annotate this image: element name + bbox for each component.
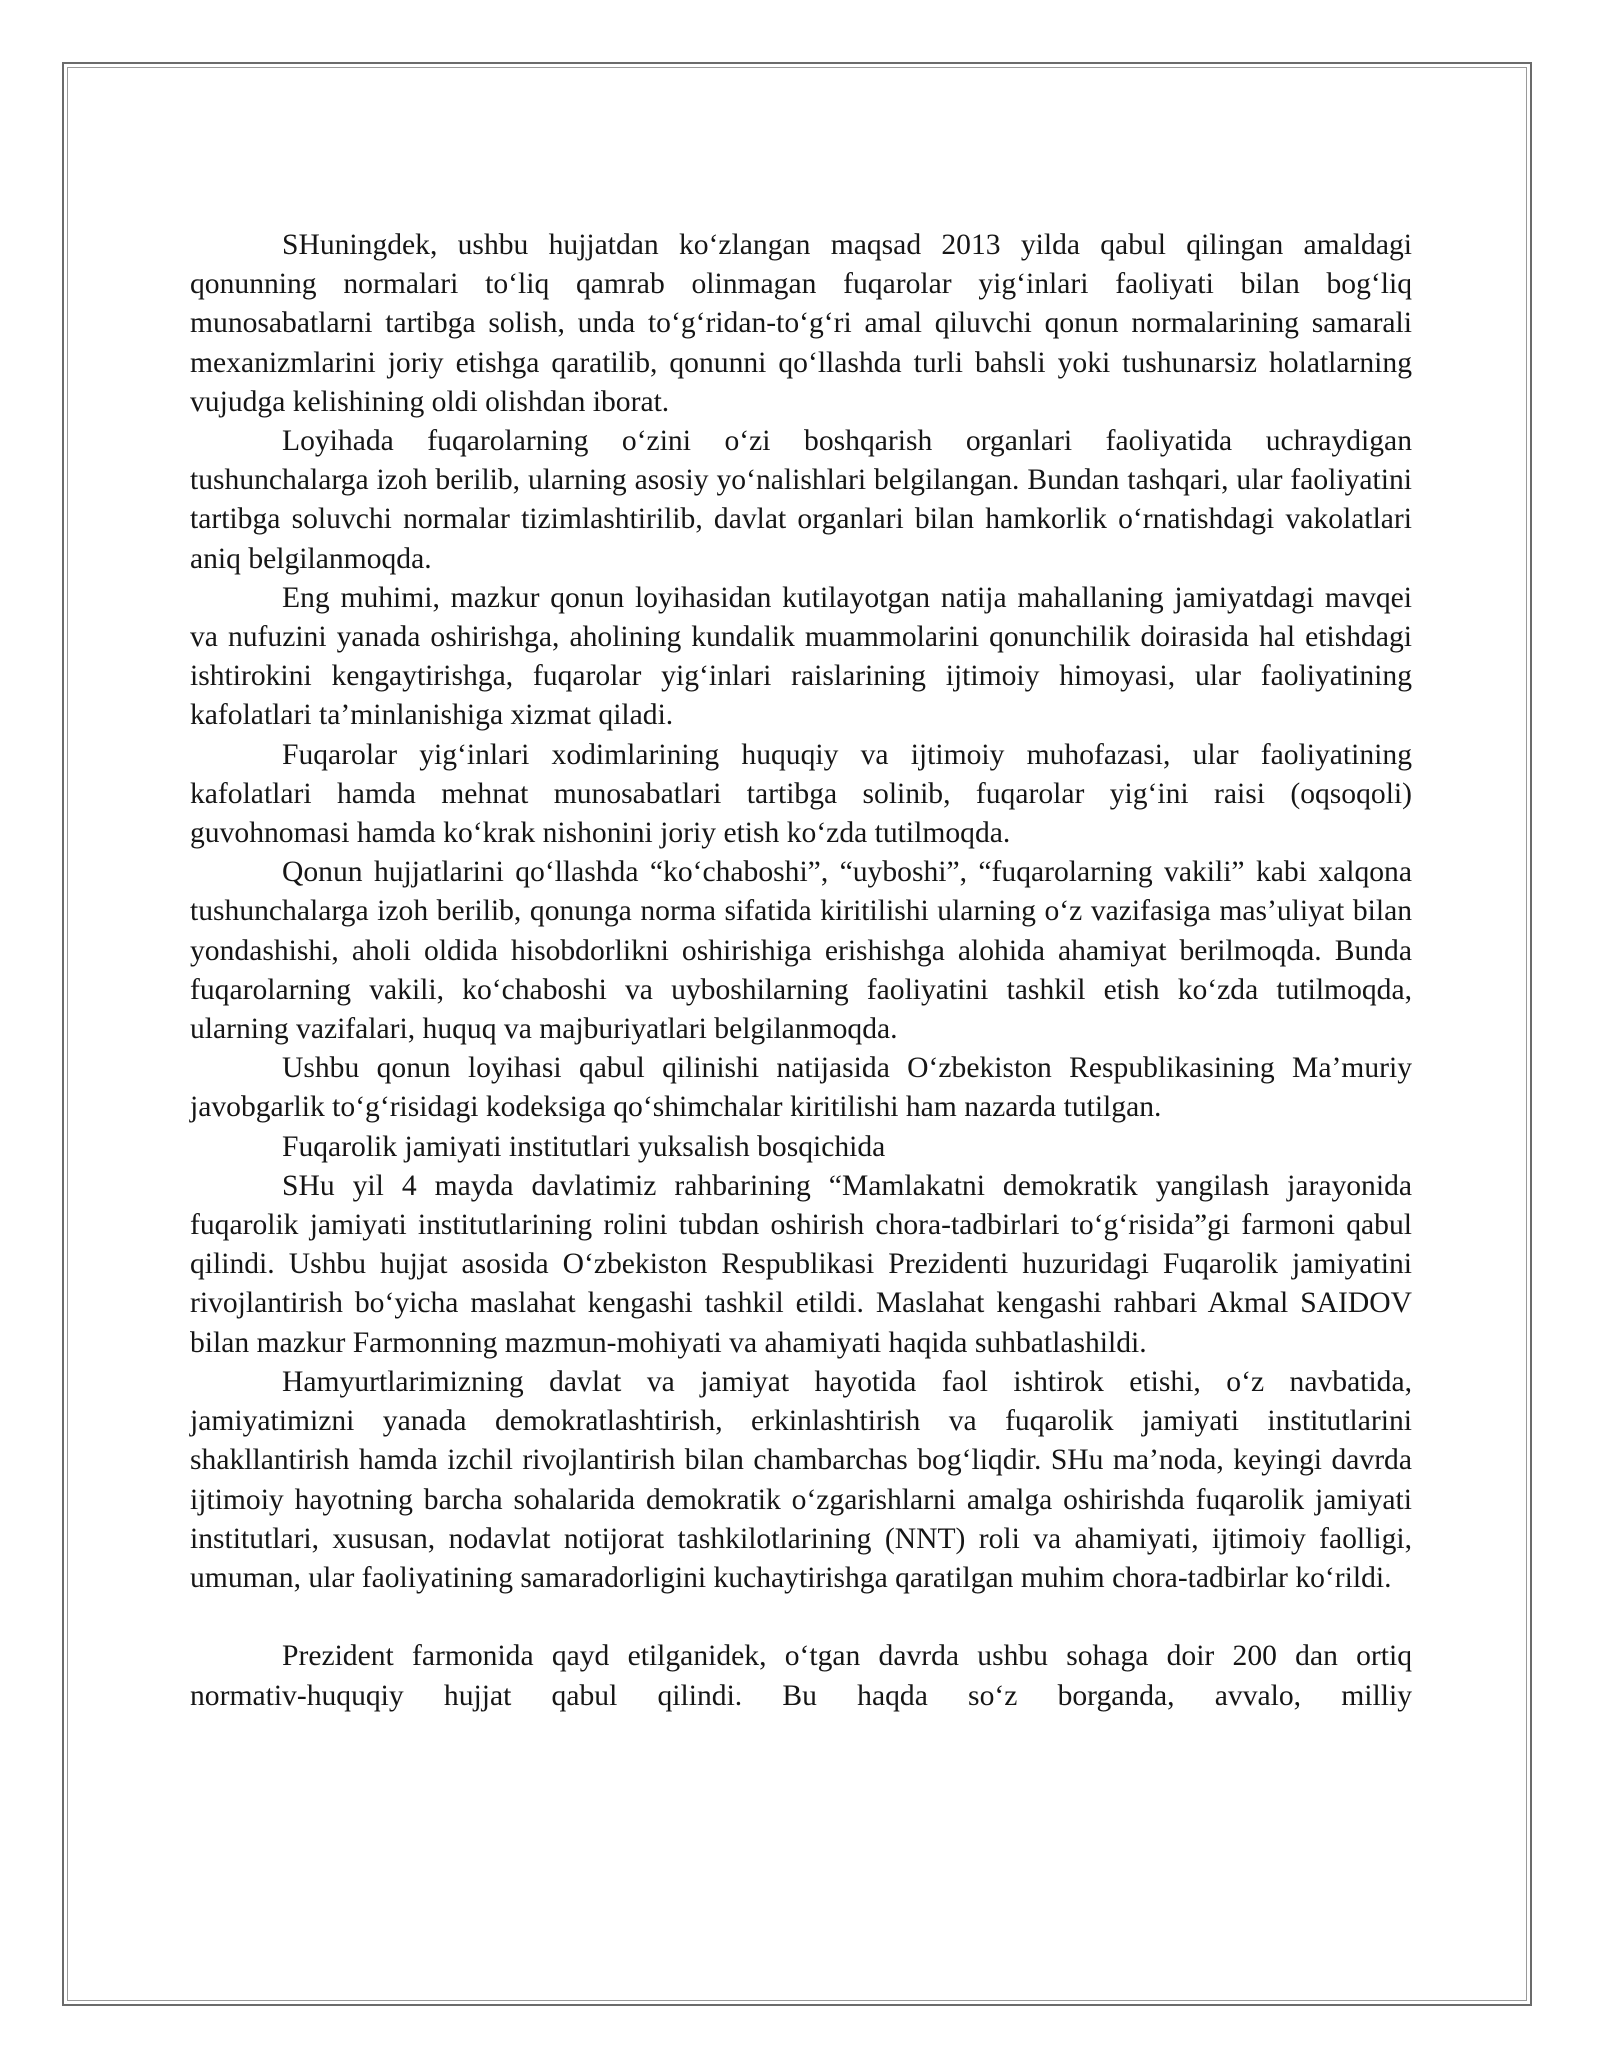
paragraph: Ushbu qonun loyihasi qabul qilinishi natijasida O‘zbekiston Respublikasining Ma’muriy javobgarlik to‘g‘risidagi kodeksiga qo‘shimchalar kiritilishi ham nazarda tutilgan. — [190, 1052, 1412, 1124]
paragraph: SHu yil 4 mayda davlatimiz rahbarining “Mamlakatni demokratik yangilash jarayonida fuqarolik jamiyati institutlarining rolini tubdan oshirish chora-tadbirlari to‘g‘risida”gi farmoni qabul qilindi. Ushbu hujjat asosida O‘zbekiston Respublikasi Prezidenti huzuridagi Fuqarolik jamiyatini rivojlantirish bo‘yicha maslahat kengashi tashkil etildi. Maslahat kengashi rahbari Akmal SAIDOV bilan mazkur Farmonning mazmun-mohiyati va ahamiyati haqida suhbatlashildi. — [190, 1169, 1412, 1359]
paragraph: Eng muhimi, mazkur qonun loyihasidan kutilayotgan natija mahallaning jamiyatdagi mavqei va nufuzini yanada oshirishga, aholining kundalik muammolarini qonunchilik doirasida hal etishdagi ishtirokini kengaytirishga, fuqarolar yig‘inlari raislarining ijtimoiy himoyasi, ular faoliyatining kafolatlari ta’minlanishiga xizmat qiladi. — [190, 581, 1412, 732]
paragraph: Qonun hujjatlarini qo‘llashda “ko‘chaboshi”, “uyboshi”, “fuqarolarning vakili” kabi xalqona tushunchalarga izoh berilib, qonunga norma sifatida kiritilishi ularning o‘z vazifasiga mas’uliyat bilan yondashishi, aholi oldida hisobdorlikni oshirishiga erishishga alohida ahamiyat berilmoqda. Bunda fuqarolarning vakili, ko‘chaboshi va uyboshilarning faoliyatini tashkil etish ko‘zda tutilmoqda, ularning vazifalari, huquq va majburiyatlari belgilanmoqda. — [190, 856, 1412, 1046]
paragraph: Loyihada fuqarolarning o‘zini o‘zi boshqarish organlari faoliyatida uchraydigan tushunchalarga izoh berilib, ularning asosiy yo‘nalishlari belgilangan. Bundan tashqari, ular faoliyatini tartibga soluvchi normalar tizimlashtirilib, davlat organlari bilan hamkorlik o‘rnatishdagi vakolatlari aniq belgilanmoqda. — [190, 425, 1412, 575]
paragraph: SHuningdek, ushbu hujjatdan ko‘zlangan maqsad 2013 yilda qabul qilingan amaldagi qonunning normalari to‘liq qamrab olinmagan fuqarolar yig‘inlari faoliyati bilan bog‘liq munosabatlarni tartibga solish, unda to‘g‘ridan-to‘g‘ri amal qiluvchi qonun normalarining samarali mexanizmlarini joriy etishga qaratilib, qonunni qo‘llashda turli bahsli yoki tushunarsiz holatlarning vujudga kelishining oldi olishdan iborat. — [190, 229, 1412, 418]
document-body — [190, 226, 1412, 1716]
paragraph: Prezident farmonida qayd etilganidek, o‘tgan davrda ushbu sohaga doir 200 dan ortiq normativ-huquqiy hujjat qabul qilindi. Bu haqda so‘z borganda, avvalo, milliy — [190, 1640, 1412, 1712]
section-heading: Fuqarolik jamiyati institutlari yuksalish bosqichida — [282, 1130, 886, 1163]
paragraph: Hamyurtlarimizning davlat va jamiyat hayotida faol ishtirok etishi, o‘z navbatida, jamiyatimizni yanada demokratlashtirish, erkinlashtirish va fuqarolik jamiyati institutlarini shakllantirish hamda izchil rivojlantirish bilan chambarchas bog‘liqdir. SHu ma’noda, keyingi davrda ijtimoiy hayotning barcha sohalarida demokratik o‘zgarishlarni amalga oshirishda fuqarolik jamiyati institutlari, xususan, nodavlat notijorat tashkilotlarining (NNT) roli va ahamiyati, ijtimoiy faolligi, umuman, ular faoliyatining samaradorligini kuchaytirishga qaratilgan muhim chora-tadbirlar ko‘rildi. — [190, 1365, 1412, 1594]
paragraph: Fuqarolar yig‘inlari xodimlarining huquqiy va ijtimoiy muhofazasi, ular faoliyatining kafolatlari hamda mehnat munosabatlari tartibga solinib, fuqarolar yig‘ini raisi (oqsoqoli) guvohnomasi hamda ko‘krak nishonini joriy etish ko‘zda tutilmoqda. — [190, 738, 1412, 850]
